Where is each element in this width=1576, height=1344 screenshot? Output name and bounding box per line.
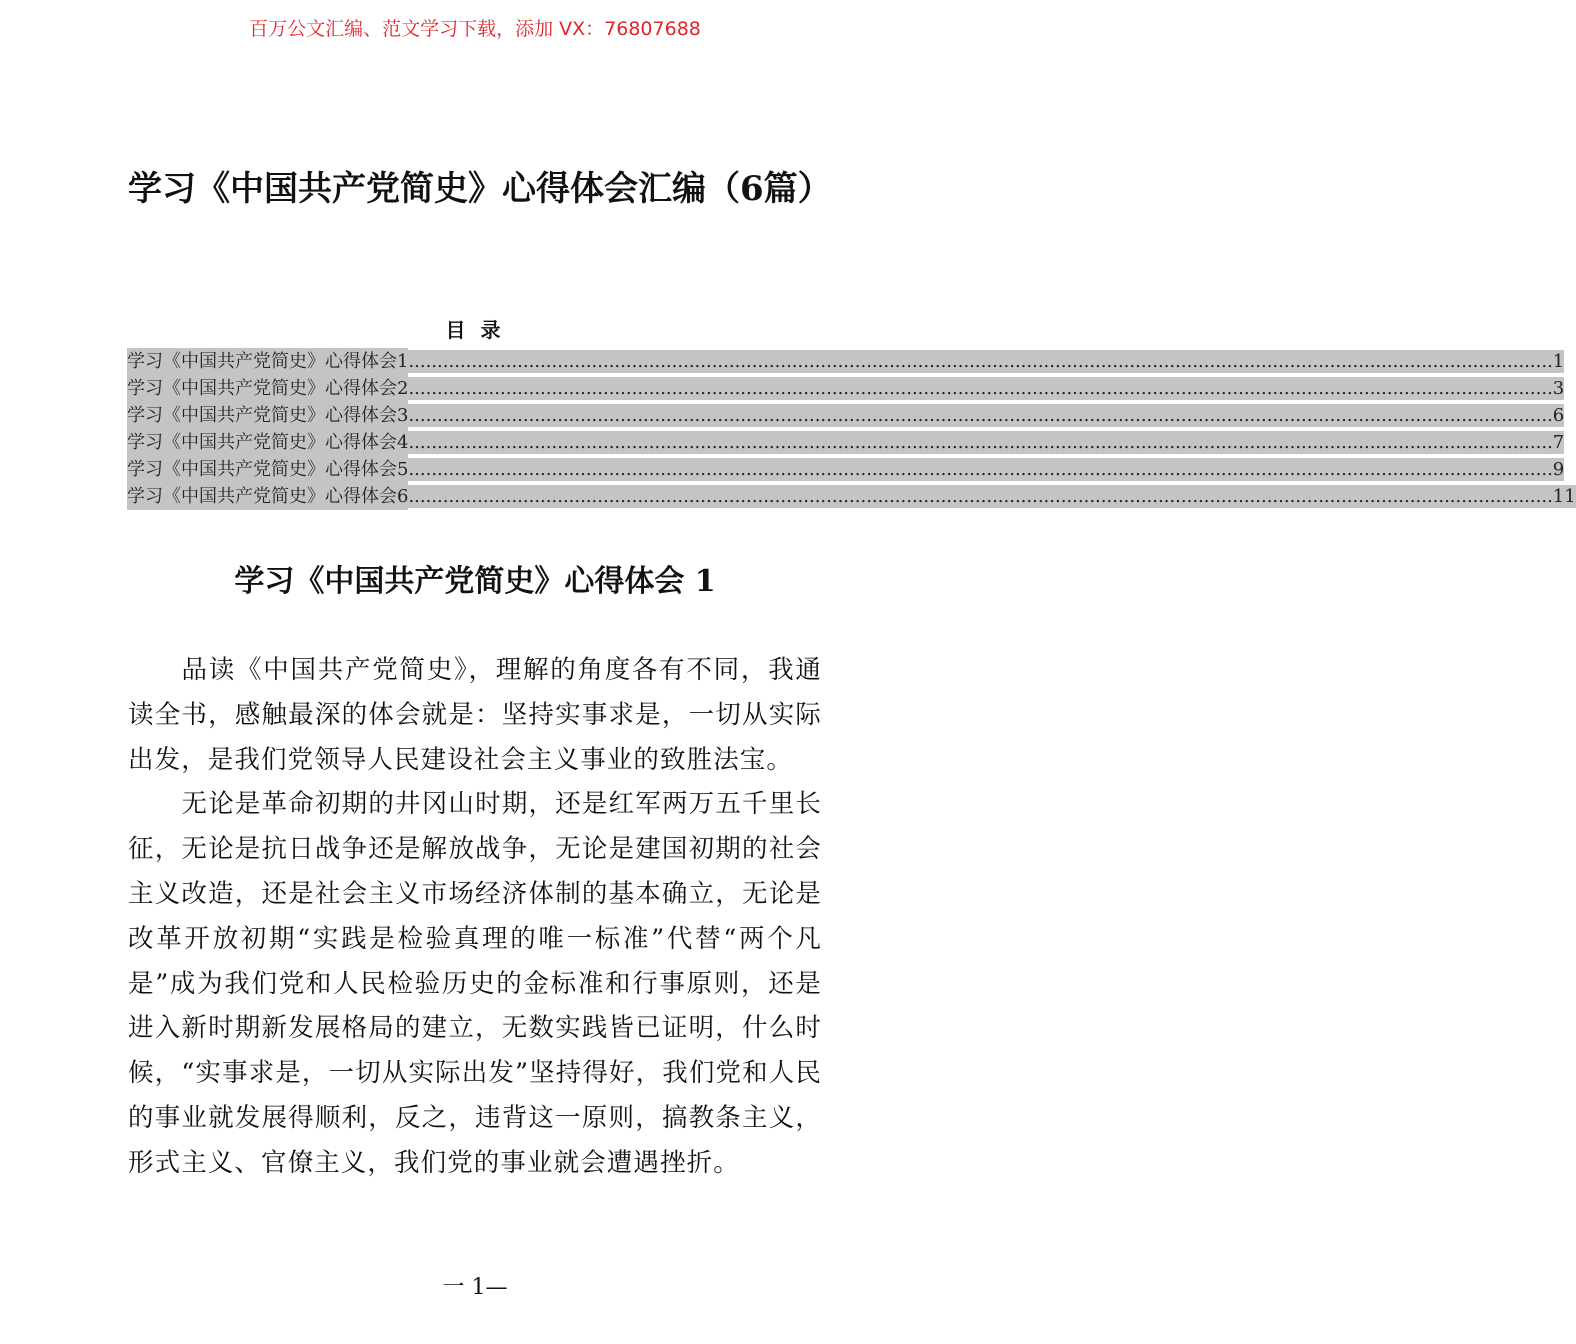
watermark-banner: 百万公文汇编、范文学习下载，添加 VX：76807688 <box>249 18 701 40</box>
toc-entry[interactable] <box>127 456 1565 483</box>
toc-entry-label: 学习《中国共产党简史》心得体会 <box>127 456 397 483</box>
document-title: 学习《中国共产党简史》心得体会汇编（6篇） <box>128 169 832 209</box>
toc-entry-label: 学习《中国共产党简史》心得体会 <box>127 483 397 510</box>
toc-entry[interactable] <box>127 402 1565 429</box>
page-number: 一 1— <box>442 1275 508 1300</box>
toc-entry[interactable] <box>127 375 1565 402</box>
toc-entry[interactable] <box>127 483 1576 510</box>
table-of-contents <box>127 348 1576 510</box>
toc-entry-number: 3 <box>397 402 408 429</box>
toc-entry-label: 学习《中国共产党简史》心得体会 <box>127 348 397 375</box>
toc-heading: 目 录 <box>445 318 505 342</box>
toc-leader-dots: ........................................................................................................................................................................................................ <box>408 432 1553 453</box>
toc-leader-dots: ........................................................................................................................................................................................................ <box>408 459 1553 480</box>
toc-page-number: 1 <box>1552 351 1565 372</box>
toc-page-number: 9 <box>1552 459 1565 480</box>
toc-entry-number: 2 <box>397 375 408 402</box>
toc-page-number: 3 <box>1552 378 1565 399</box>
toc-page-number: 6 <box>1552 405 1565 426</box>
toc-leader-dots: ........................................................................................................................................................................................................ <box>408 486 1553 507</box>
toc-entry-label: 学习《中国共产党简史》心得体会 <box>127 402 397 429</box>
toc-entry-label: 学习《中国共产党简史》心得体会 <box>127 429 397 456</box>
toc-entry-number: 5 <box>397 456 408 483</box>
toc-entry-number: 4 <box>397 429 408 456</box>
toc-entry-number: 1 <box>397 348 408 375</box>
section-body <box>128 648 822 1186</box>
section-title: 学习《中国共产党简史》心得体会 1 <box>234 564 716 599</box>
toc-leader-dots: ........................................................................................................................................................................................................ <box>408 351 1553 372</box>
toc-page-number: 11 <box>1552 486 1576 507</box>
toc-entry-number: 6 <box>397 483 408 510</box>
paragraph: 无论是革命初期的井冈山时期，还是红军两万五千里长征，无论是抗日战争还是解放战争，无论是建国初期的社会主义改造，还是社会主义市场经济体制的基本确立，无论是改革开放初期“实践是检验真理的唯一标准”代替“两个凡是”成为我们党和人民检验历史的金标准和行事原则，还是进入新时期新发展格局的建立，无数实践皆已证明，什么时候，“实事求是，一切从实际出发”坚持得好，我们党和人民的事业就发展得顺利，反之，违背这一原则，搞教条主义，形式主义、官僚主义，我们党的事业就会遭遇挫折。 <box>128 789 822 1178</box>
toc-entry[interactable] <box>127 348 1565 375</box>
toc-entry[interactable] <box>127 429 1565 456</box>
toc-page-number: 7 <box>1552 432 1565 453</box>
toc-leader-dots: ........................................................................................................................................................................................................ <box>408 405 1553 426</box>
toc-entry-label: 学习《中国共产党简史》心得体会 <box>127 375 397 402</box>
paragraph: 品读《中国共产党简史》，理解的角度各有不同，我通读全书，感触最深的体会就是：坚持实事求是，一切从实际出发，是我们党领导人民建设社会主义事业的致胜法宝。 <box>128 655 822 775</box>
toc-leader-dots: ........................................................................................................................................................................................................ <box>408 378 1553 399</box>
